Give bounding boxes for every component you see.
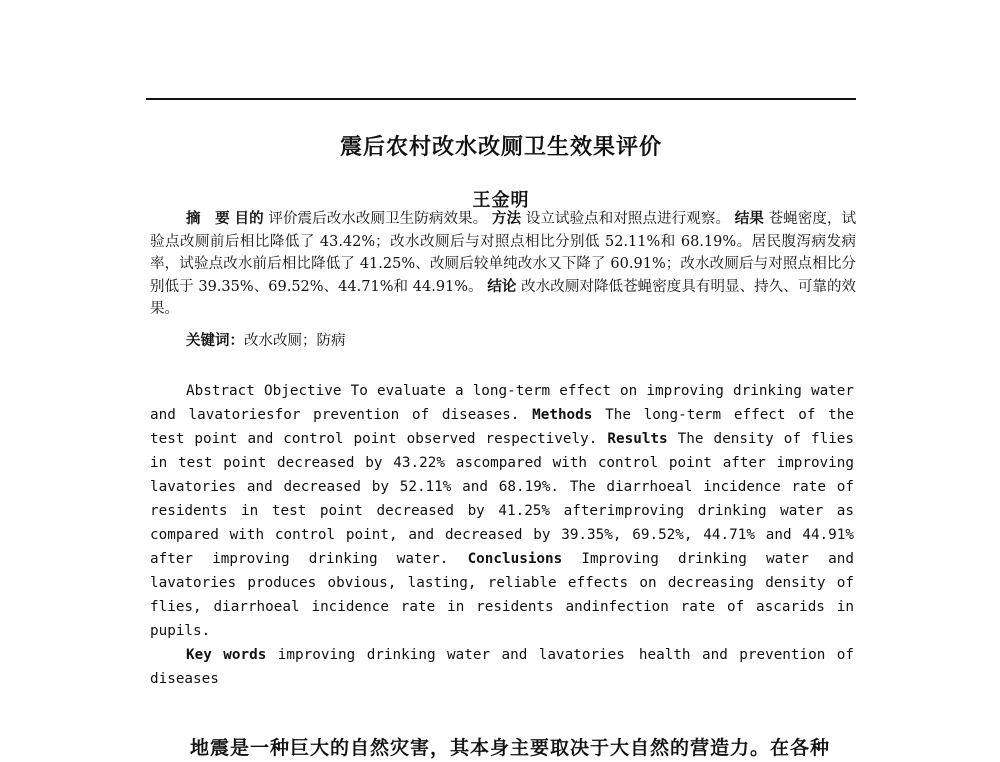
en-methods-text: The long-term effect of the test point and control point observed respectively. <box>150 407 855 447</box>
en-conclusion-text: Improving drinking water and lavatories produces obvious, lasting, reliable effects on decreasing density of flies, diarrhoeal incidence rate in residents andinfection rate of ascarids in pupils. <box>150 551 854 639</box>
en-keywords-text-1: improving drinking water and lavatories <box>277 647 625 663</box>
chinese-keywords <box>186 330 856 352</box>
body-first-line: 地震是一种巨大的自然灾害，其本身主要取决于大自然的营造力。在各种 <box>190 737 831 759</box>
cn-conclusion-label: 结论 <box>487 277 517 295</box>
paper-title: 震后农村改水改厕卫生效果评价 <box>339 134 662 160</box>
english-abstract <box>150 379 854 643</box>
cn-objective-text: 评价震后改水改厕卫生防病效果。 <box>268 211 488 227</box>
english-keywords <box>150 643 854 691</box>
chinese-abstract <box>150 208 856 321</box>
en-results-text: The density of flies in test point decreased by 43.22% ascompared with control point after improving lavatories and decreased by 52.11% and 68.19%. The diarrhoeal incidence rate of residents in test point decreased by 41.25% afterimproving drinking water as compared with control point, and decreased by 39.35%, 69.52%, 44.71% and 44.91% after improving drinking water. <box>150 431 855 567</box>
cn-results-label: 结果 <box>734 210 764 227</box>
cn-objective-label: 目的 <box>234 210 264 227</box>
cn-keywords-text: 改水改厕；防病 <box>244 333 346 349</box>
author-name: 王金明 <box>472 190 530 211</box>
en-keywords-label: Key words <box>186 647 267 663</box>
en-results-label: Results <box>607 431 668 447</box>
cn-results-text: 苍蝇密度，试验点改厕前后相比降低了 43.42%；改水改厕后与对照点相比分别低 52.11%和 68.19%。居民腹泻病发病率，试验点改水前后相比降低了 41.25%、改厕后较单纯改水又下降了 60.91%；改水改厕后与对照点相比分别低于 39.35%、69.52%、44.71%和 44.91%。 <box>150 211 857 295</box>
cn-methods-text: 设立试验点和对照点进行观察。 <box>525 211 731 227</box>
en-keywords-text-2: health and prevention of diseases <box>150 647 855 687</box>
en-objective-text: To evaluate a long-term effect on improving drinking water and lavatoriesfor prevention of diseases. <box>150 383 855 423</box>
cn-abstract-label: 摘 要 <box>186 210 230 227</box>
cn-methods-label: 方法 <box>491 210 522 227</box>
en-objective-label: Objective <box>264 383 342 399</box>
en-conclusion-label: Conclusions <box>467 551 563 567</box>
cn-conclusion-text: 改水改厕对降低苍蝇密度具有明显、持久、可靠的效果。 <box>150 278 857 317</box>
header-rule <box>146 98 856 100</box>
en-methods-label: Methods <box>532 407 593 423</box>
en-abstract-label: Abstract <box>186 383 255 399</box>
cn-keywords-label: 关键词： <box>186 332 244 349</box>
